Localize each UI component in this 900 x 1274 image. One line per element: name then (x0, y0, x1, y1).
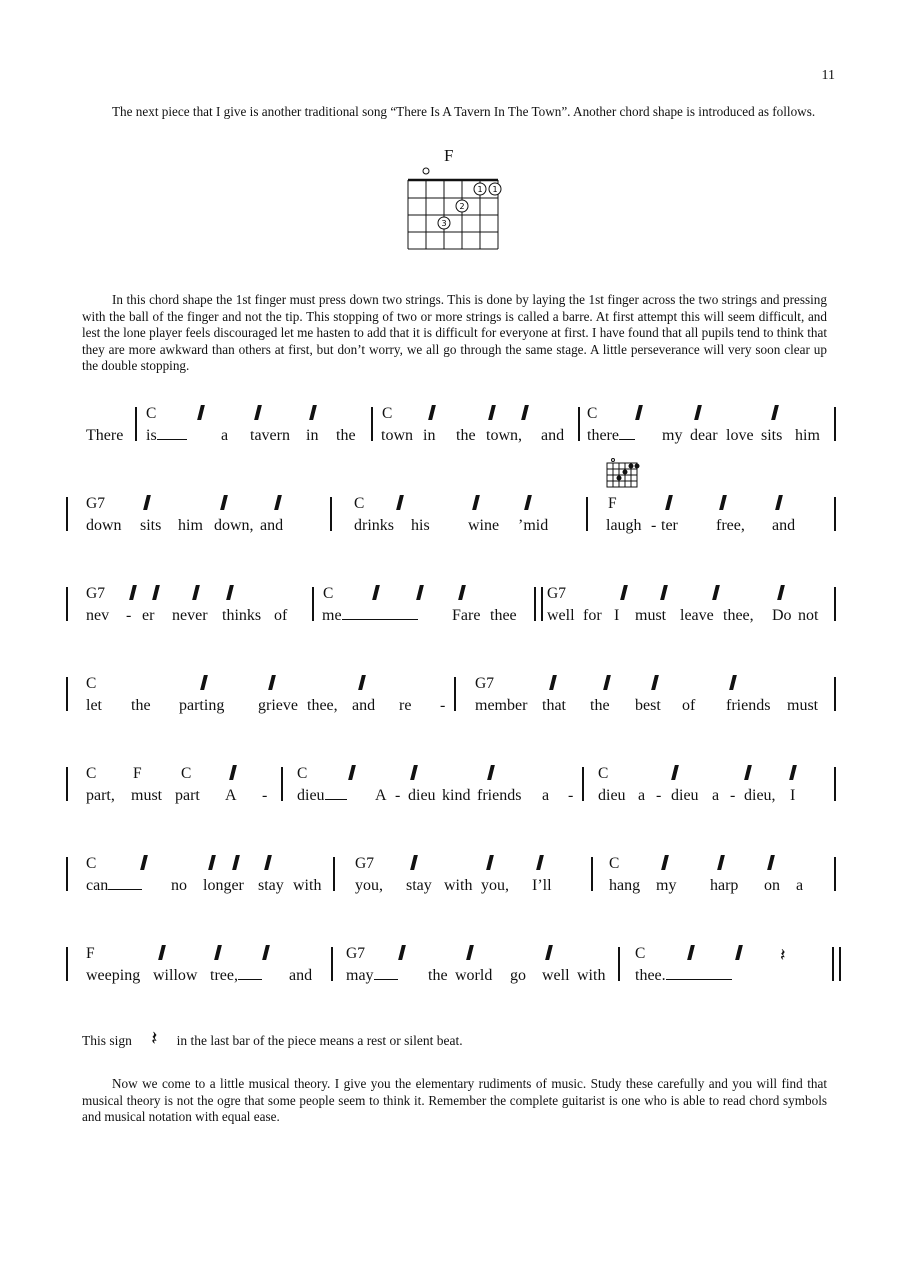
bar-line (618, 947, 620, 981)
lyric: weeping (86, 967, 141, 984)
beat-stroke (143, 495, 151, 510)
chord: C (86, 675, 97, 692)
lyric: him (795, 427, 820, 444)
bar-line (333, 857, 335, 891)
lyric: with (293, 877, 322, 894)
lyric: drinks (354, 517, 394, 534)
lyric: with (444, 877, 473, 894)
lyric: with (577, 967, 606, 984)
lyric: go (510, 967, 526, 984)
lyric: friends (477, 787, 522, 804)
song-line-3 (78, 585, 848, 645)
beat-stroke (129, 585, 137, 600)
lyric: is (146, 427, 187, 445)
beat-stroke (214, 945, 222, 960)
lyric: let (86, 697, 102, 714)
chord: C (86, 855, 97, 872)
explanation-paragraph (82, 292, 827, 375)
lyric: Fare (452, 607, 481, 624)
beat-stroke (264, 855, 272, 870)
lyric: thee, (723, 607, 754, 624)
chord: C (635, 945, 646, 962)
lyric: on (764, 877, 780, 894)
bar-line (66, 587, 68, 621)
bar-line (591, 857, 593, 891)
beat-stroke (486, 855, 494, 870)
lyric: his (411, 517, 430, 534)
lyric: the (131, 697, 151, 714)
theory-text: Now we come to a little musical theory. I give you the elementary rudiments of music. Study these carefully and you will find that musical theory is not the ogre that some people seem to think it. Remember the complete guitarist is one who is able to read chord symbols and musical notation with equal ease. (82, 1076, 827, 1124)
beat-stroke (771, 405, 779, 420)
lyric: in (306, 427, 319, 444)
chord: F (133, 765, 142, 782)
lyric: a (638, 787, 646, 804)
lyric: stay (406, 877, 432, 894)
beat-stroke (487, 765, 495, 780)
lyric: grieve (258, 697, 298, 714)
beat-stroke (466, 945, 474, 960)
lyric: sits (761, 427, 783, 444)
lyric: a (712, 787, 720, 804)
lyric: my (662, 427, 683, 444)
lyric: that (542, 697, 566, 714)
bar-line (281, 767, 283, 801)
chord: G7 (86, 495, 105, 512)
chord: G7 (355, 855, 374, 872)
beat-stroke (358, 675, 366, 690)
beat-stroke (651, 675, 659, 690)
chord: C (323, 585, 334, 602)
beat-stroke (549, 675, 557, 690)
intro-text: The next piece that I give is another traditional song “There Is A Tavern In The Town”. Another chord shape is introduced as follows. (112, 104, 816, 119)
beat-stroke (396, 495, 404, 510)
beat-stroke (410, 855, 418, 870)
lyric: for (583, 607, 602, 624)
lyric: dieu (408, 787, 436, 804)
lyric: dear (690, 427, 718, 444)
beat-stroke (660, 585, 668, 600)
lyric: a (796, 877, 804, 894)
rest-icon: 𝄽 (151, 1028, 158, 1050)
lyric: - (395, 787, 401, 804)
beat-stroke (694, 405, 702, 420)
lyric: dieu (671, 787, 699, 804)
song-line-7 (78, 945, 848, 1005)
chord-name: F (444, 146, 454, 165)
lyric: - (730, 787, 736, 804)
beat-stroke (472, 495, 480, 510)
chord: C (354, 495, 365, 512)
beat-stroke (200, 675, 208, 690)
bar-line (834, 857, 836, 891)
lyric: well (547, 607, 575, 624)
lyric: the (590, 697, 610, 714)
svg-text:1: 1 (477, 185, 483, 194)
lyric: of (682, 697, 696, 714)
lyric: and (260, 517, 284, 534)
svg-text:1: 1 (492, 185, 498, 194)
lyric: I (790, 787, 796, 804)
chord: C (86, 765, 97, 782)
lyric: love (726, 427, 754, 444)
bar-line (834, 407, 836, 441)
chord: C (609, 855, 620, 872)
beat-stroke (777, 585, 785, 600)
beat-stroke (372, 585, 380, 600)
lyric: hang (609, 877, 641, 894)
beat-stroke (226, 585, 234, 600)
bar-line (330, 497, 332, 531)
beat-stroke (229, 765, 237, 780)
chord: C (598, 765, 609, 782)
lyric: me (322, 607, 418, 625)
lyric: town, (486, 427, 522, 444)
beat-stroke (729, 675, 737, 690)
beat-stroke (536, 855, 544, 870)
beat-stroke (208, 855, 216, 870)
beat-stroke (661, 855, 669, 870)
lyric: harp (710, 877, 739, 894)
bar-line (454, 677, 456, 711)
beat-stroke (524, 495, 532, 510)
beat-stroke (458, 585, 466, 600)
lyric: - (262, 787, 268, 804)
lyric: a (221, 427, 229, 444)
beat-stroke (274, 495, 282, 510)
lyric: you, (481, 877, 509, 894)
beat-stroke (268, 675, 276, 690)
beat-stroke (767, 855, 775, 870)
lyric: thee (490, 607, 517, 624)
lyric: part, (86, 787, 115, 804)
beat-stroke (620, 585, 628, 600)
lyric: A (375, 787, 387, 804)
chord: C (587, 405, 598, 422)
lyric: er (142, 607, 155, 624)
chord: F (608, 495, 617, 512)
beat-stroke (416, 585, 424, 600)
lyric: there (587, 427, 635, 445)
finger-marker (456, 200, 468, 212)
beat-stroke (671, 765, 679, 780)
beat-stroke (488, 405, 496, 420)
theory-paragraph (82, 1076, 827, 1126)
bar-line (66, 767, 68, 801)
finger-marker (489, 183, 501, 195)
beat-stroke (220, 495, 228, 510)
bar-line (586, 497, 588, 531)
lyric: kind (442, 787, 471, 804)
lyric: must (787, 697, 819, 714)
lyric: dieu (598, 787, 626, 804)
beat-stroke (545, 945, 553, 960)
finger-marker (438, 217, 450, 229)
chord: G7 (86, 585, 105, 602)
bar-line (331, 947, 333, 981)
bar-line (582, 767, 584, 801)
lyric: A (225, 787, 237, 804)
bar-line (66, 677, 68, 711)
lyric: tavern (250, 427, 290, 444)
rest-explanation (82, 1028, 463, 1051)
beat-stroke (603, 675, 611, 690)
chord: C (146, 405, 157, 422)
bar-line (66, 497, 68, 531)
lyric: free, (716, 517, 745, 534)
lyric: member (475, 697, 528, 714)
beat-stroke (254, 405, 262, 420)
lyric: longer (203, 877, 244, 894)
bar-line (312, 587, 314, 621)
beat-stroke (158, 945, 166, 960)
lyric: best (635, 697, 661, 714)
lyric: sits (140, 517, 162, 534)
song-line-5 (78, 765, 848, 825)
lyric: can (86, 877, 142, 895)
finger-markers (438, 183, 501, 229)
lyric: stay (258, 877, 284, 894)
explanation-text: In this chord shape the 1st finger must press down two strings. This is done by laying the 1st finger across the two strings and pressing with the ball of the finger and not the tip. This stopping of two or more strings is called a barre. At first attempt this will seem difficult, and lest the lone player feels discouraged let me hasten to add that it is difficult for everyone at first. I have found that all pupils tend to think that they are more awkward than others at first, but don’t worry, we all go through the same stage. A little perseverance will very soon clear up the double stopping. (82, 292, 827, 373)
bar-line (66, 947, 68, 981)
lyric: Do (772, 607, 792, 624)
lyric: world (455, 967, 493, 984)
lyric: town (381, 427, 413, 444)
lyric: ter (661, 517, 678, 534)
svg-text:3: 3 (441, 219, 447, 228)
beat-stroke (687, 945, 695, 960)
chord-diagram-f (398, 163, 508, 255)
lyric: parting (179, 697, 225, 714)
song-line-6 (78, 855, 848, 915)
mini-chord-diagram-f (605, 457, 641, 489)
lyric: you, (355, 877, 383, 894)
beat-stroke (410, 765, 418, 780)
beat-stroke (232, 855, 240, 870)
lyric: and (772, 517, 796, 534)
lyric: nev (86, 607, 110, 624)
lyric: There (86, 427, 124, 444)
lyric: my (656, 877, 677, 894)
bar-line (834, 767, 836, 801)
page-number: 11 (821, 68, 835, 83)
lyric: and (541, 427, 565, 444)
beat-stroke (712, 585, 720, 600)
lyric: the (456, 427, 476, 444)
bar-line (834, 497, 836, 531)
rest-note-after: in the last bar of the piece means a rest or silent beat. (176, 1033, 463, 1048)
chord: C (382, 405, 393, 422)
beat-stroke (140, 855, 148, 870)
lyric: must (131, 787, 163, 804)
lyric: - (440, 697, 446, 714)
lyric: dieu (297, 787, 347, 805)
beat-stroke (719, 495, 727, 510)
open-string-marker (423, 168, 429, 174)
bar-line (834, 587, 836, 621)
double-bar-line (534, 587, 543, 621)
beat-stroke (789, 765, 797, 780)
beat-stroke (348, 765, 356, 780)
beat-stroke (735, 945, 743, 960)
bar-line (135, 407, 137, 441)
intro-paragraph (82, 104, 827, 121)
lyric: I (614, 607, 620, 624)
beat-stroke (262, 945, 270, 960)
lyric: a (542, 787, 550, 804)
lyric: not (798, 607, 819, 624)
song-line-1 (78, 405, 848, 465)
beat-stroke (192, 585, 200, 600)
lyric: tree, (210, 967, 262, 985)
lyric: thinks (222, 607, 262, 624)
bar-line (371, 407, 373, 441)
beat-stroke (428, 405, 436, 420)
lyric: the (428, 967, 448, 984)
lyric: thee, (307, 697, 338, 714)
chord: C (181, 765, 192, 782)
beat-stroke (744, 765, 752, 780)
beat-stroke (152, 585, 160, 600)
beat-stroke (309, 405, 317, 420)
bar-line (66, 857, 68, 891)
lyric: well (542, 967, 570, 984)
lyric: dieu, (744, 787, 776, 804)
chord: G7 (547, 585, 566, 602)
lyric: leave (680, 607, 714, 624)
lyric: part (175, 787, 200, 804)
lyric: the (336, 427, 356, 444)
lyric: thee. (635, 967, 732, 985)
lyric: laugh (606, 517, 642, 534)
lyric: wine (468, 517, 500, 534)
bar-line (578, 407, 580, 441)
lyric: friends (726, 697, 771, 714)
lyric: down, (214, 517, 254, 534)
lyric: - (126, 607, 132, 624)
lyric: re (399, 697, 412, 714)
song-line-4 (78, 675, 848, 735)
lyric: never (172, 607, 208, 624)
lyric: ’mid (518, 517, 549, 534)
rest-note-before: This sign (82, 1033, 132, 1048)
chord: F (86, 945, 95, 962)
beat-stroke (775, 495, 783, 510)
lyric: - (568, 787, 574, 804)
beat-stroke (521, 405, 529, 420)
beat-stroke (717, 855, 725, 870)
beat-stroke (635, 405, 643, 420)
bar-line (834, 677, 836, 711)
chord: G7 (346, 945, 365, 962)
lyric: and (289, 967, 313, 984)
beat-stroke (665, 495, 673, 510)
lyric: down (86, 517, 122, 534)
lyric: no (171, 877, 187, 894)
lyric: - (651, 517, 657, 534)
lyric: of (274, 607, 288, 624)
lyric: willow (153, 967, 198, 984)
lyric: - (656, 787, 662, 804)
final-double-bar-line (832, 947, 841, 981)
lyric: I’ll (532, 877, 552, 894)
song-line-2 (78, 495, 848, 555)
lyric: in (423, 427, 436, 444)
chord: G7 (475, 675, 494, 692)
chord: C (297, 765, 308, 782)
beat-stroke (197, 405, 205, 420)
finger-marker (474, 183, 486, 195)
lyric: him (178, 517, 203, 534)
rest-icon: 𝄽 (780, 945, 786, 965)
beat-stroke (398, 945, 406, 960)
lyric: must (635, 607, 667, 624)
svg-text:2: 2 (459, 202, 465, 211)
lyric: may (346, 967, 398, 985)
lyric: and (352, 697, 376, 714)
